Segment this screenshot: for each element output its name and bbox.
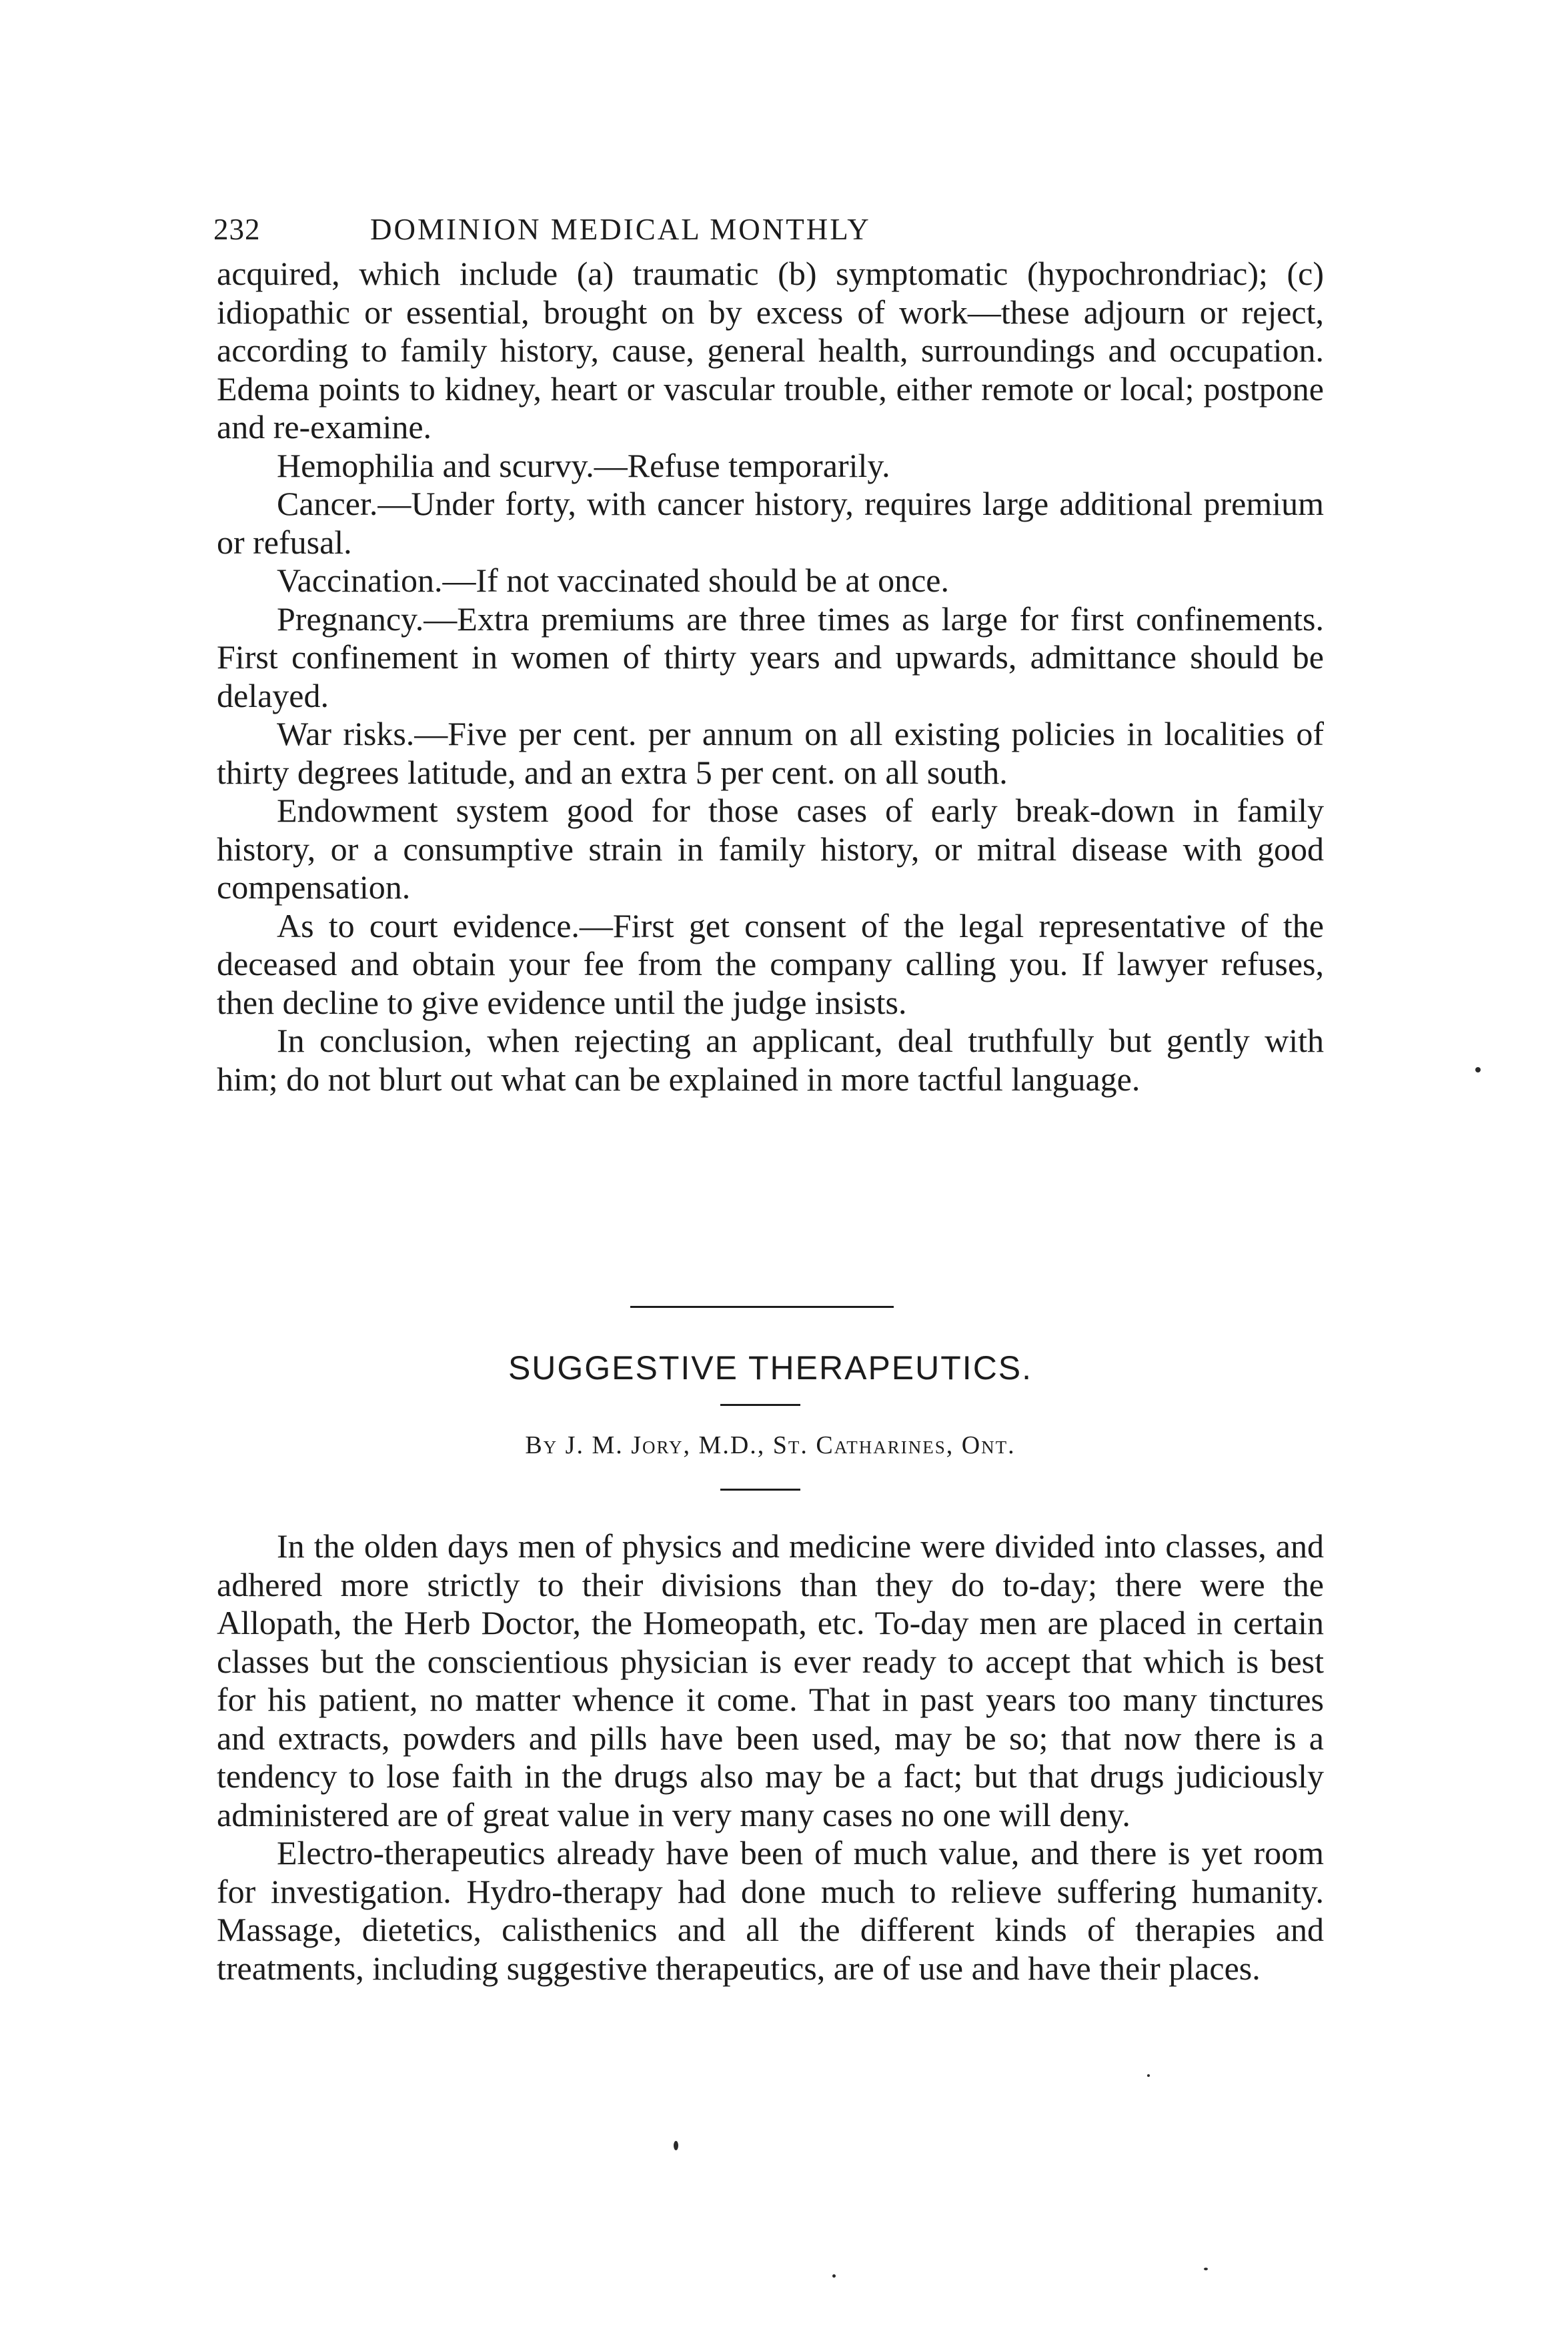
section-divider [630, 1306, 894, 1308]
paragraph-hemophilia: Hemophilia and scurvy.—Refuse temporarily. [277, 446, 890, 484]
paragraph-pregnancy: Pregnancy.—Extra premiums are three times as large for first confinements. First confinement in women of thirty years and upwards, admittance should be delayed. [217, 600, 1324, 714]
paragraph-acquired: acquired, which include (a) traumatic (b) symptomatic (hypochrondriac); (c) idiopathic or essential, brought on by excess of work—these adjourn or reject, according to family history, cause, general health, surroundings and occupation. Edema points to kidney, heart or vascular trouble, either remote or local; postpone and re-examine. [217, 255, 1324, 446]
byline-underline [720, 1489, 800, 1491]
paragraph-olden-days: In the olden days men of physics and medicine were divided into classes, and adhered more strictly to their divisions than they do to-day; there were the Allopath, the Herb Doctor, the Homeopath, etc. To-day men are placed in certain classes but the conscientious physician is ever ready to accept that which is best for his patient, no matter whence it come. That in past years too many tinctures and extracts, powders and pills have been used, may be so; that now there is a tendency to lose faith in the drugs also may be a fact; but that drugs judiciously administered are of great value in very many cases no one will deny. [217, 1527, 1324, 1833]
paragraph-endowment: Endowment system good for those cases of early break-down in family history, or a consumptive strain in family history, or mitral disease with good compensation. [217, 792, 1324, 906]
title-underline [720, 1404, 800, 1406]
article-body [217, 1527, 1324, 1988]
scan-speck [1204, 2268, 1208, 2270]
article-continuation [217, 255, 1324, 1098]
paragraph-war-risks: War risks.—Five per cent. per annum on all existing policies in localities of thirty degrees latitude, and an extra 5 per cent. on all south. [217, 715, 1324, 791]
paragraph-conclusion: In conclusion, when rejecting an applicant, deal truthfully but gently with him; do not blurt out what can be explained in more tactful language. [217, 1022, 1324, 1098]
paragraph-court-evidence: As to court evidence.—First get consent of the legal representative of the deceased and obtain your fee from the company calling you. If lawyer refuses, then decline to give evidence until the judge insists. [217, 906, 1324, 1021]
scan-speck [1475, 1067, 1481, 1072]
page-number: 232 [213, 213, 261, 246]
paragraph-electro-therapeutics: Electro-therapeutics already have been of much value, and there is yet room for investigation. Hydro-therapy had done much to relieve suffering humanity. Massage, dietetics, calisthenics and all the different kinds of therapies and treatments, including suggestive therapeutics, are of use and have their places. [217, 1834, 1324, 1987]
paragraph-vaccination: Vaccination.—If not vaccinated should be at once. [277, 562, 949, 599]
scan-speck [674, 2141, 678, 2150]
scan-speck [832, 2274, 836, 2278]
journal-title: DOMINION MEDICAL MONTHLY [370, 213, 871, 246]
author-byline: By J. M. Jory, M.D., St. Catharines, Ont. [525, 1431, 1016, 1459]
section-title: SUGGESTIVE THERAPEUTICS. [508, 1349, 1033, 1387]
scan-speck [1147, 2074, 1150, 2077]
running-head [213, 212, 1321, 259]
paragraph-cancer: Cancer.—Under forty, with cancer history, requires large additional premium or refusal. [217, 485, 1324, 561]
